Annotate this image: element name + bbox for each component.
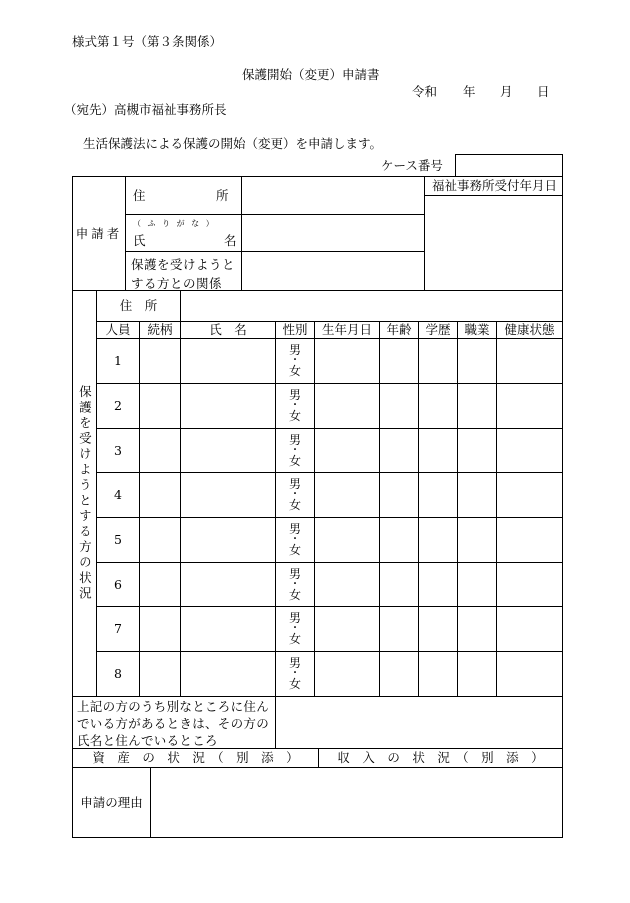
reason-label: 申請の理由 <box>80 794 143 810</box>
sex-separator: ・ <box>289 668 300 679</box>
case-number-field[interactable] <box>455 154 563 176</box>
reception-date-field[interactable] <box>425 196 562 290</box>
row-number: 6 <box>114 576 122 592</box>
income-label: 収 入 の 状 況 （ 別 添 ） <box>337 750 544 766</box>
page-title: 保護開始（変更）申請書 <box>242 67 380 82</box>
separate-residence-field[interactable] <box>276 697 562 748</box>
col-header-education: 学歴 <box>425 322 451 338</box>
case-number-label: ケース番号 <box>381 158 443 173</box>
sex-selector[interactable] <box>276 652 314 696</box>
sex-male[interactable]: 男 <box>288 477 301 492</box>
recipients-address-label: 住 所 <box>119 298 158 314</box>
addressee: （宛先）高槻市福祉事務所長 <box>64 102 227 117</box>
applicant-address-label-1: 住 <box>133 188 146 203</box>
col-header-sex: 性別 <box>282 322 308 338</box>
date-day-label: 日 <box>537 84 550 99</box>
sex-male[interactable]: 男 <box>288 343 301 358</box>
sex-selector[interactable] <box>276 607 314 651</box>
case-box-left <box>455 154 456 176</box>
sex-separator: ・ <box>289 578 300 590</box>
col-header-health: 健康状態 <box>504 322 555 338</box>
date-month-label: 月 <box>500 84 513 99</box>
sex-selector[interactable] <box>276 473 314 517</box>
sex-male[interactable]: 男 <box>288 566 301 581</box>
applicant-address-label-2: 所 <box>216 188 229 203</box>
row-number: 5 <box>114 532 122 548</box>
sex-female[interactable]: 女 <box>288 587 301 602</box>
sex-separator: ・ <box>289 534 300 545</box>
sex-female[interactable]: 女 <box>288 498 301 512</box>
recipients-address-field[interactable] <box>181 291 562 321</box>
row-number: 2 <box>114 398 122 414</box>
assets-label: 資 産 の 状 況 （ 別 添 ） <box>92 750 299 766</box>
recipients-section-label-cell <box>73 291 96 696</box>
applicant-name-label-1: 氏 <box>133 233 146 248</box>
col-header-birthdate: 生年月日 <box>321 322 372 338</box>
separate-residence-label: 上記の方のうち別なところに住んでいる方があるときは、その方の氏名と住んでいるところ <box>77 699 270 748</box>
sex-female[interactable]: 女 <box>288 453 301 468</box>
row-number: 1 <box>114 353 122 369</box>
date-era: 令和 <box>412 84 438 99</box>
applicant-section-label: 申請者 <box>75 225 123 241</box>
col-header-count: 人員 <box>105 322 131 338</box>
applicant-name-label-2: 名 <box>224 233 237 248</box>
sex-selector[interactable] <box>276 563 314 606</box>
col-header-relation: 続柄 <box>147 322 173 338</box>
col-header-age: 年齢 <box>386 322 412 338</box>
applicant-name-field[interactable] <box>242 215 424 251</box>
relation-field[interactable] <box>242 252 424 290</box>
sex-separator: ・ <box>289 489 300 500</box>
row-number: 4 <box>114 487 122 503</box>
table-border-right <box>562 154 563 838</box>
relation-label: 保護を受けようとする方との関係 <box>131 257 236 291</box>
sex-selector[interactable] <box>276 384 314 428</box>
col-header-name: 氏 名 <box>209 322 247 338</box>
sex-separator: ・ <box>289 623 300 634</box>
date-year-label: 年 <box>463 84 476 99</box>
sex-separator: ・ <box>289 444 300 456</box>
sex-selector[interactable] <box>276 339 314 383</box>
recipients-section-label: 保護を受けようとする方の状況 <box>77 385 93 602</box>
sex-male[interactable]: 男 <box>288 522 301 537</box>
sex-male[interactable]: 男 <box>288 656 301 671</box>
sex-separator: ・ <box>289 400 300 411</box>
row-number: 8 <box>114 666 122 682</box>
applicant-address-field[interactable] <box>242 177 424 214</box>
col-header-occupation: 職業 <box>464 322 490 338</box>
sex-male[interactable]: 男 <box>288 611 301 626</box>
sex-female[interactable]: 女 <box>288 543 301 557</box>
sex-female[interactable]: 女 <box>288 677 301 691</box>
sex-female[interactable]: 女 <box>288 364 301 378</box>
reception-date-label: 福祉事務所受付年月日 <box>432 178 558 193</box>
table-border-bottom <box>72 837 563 838</box>
statement: 生活保護法による保護の開始（変更）を申請します。 <box>83 136 383 151</box>
row-number: 3 <box>114 442 122 458</box>
form-id: 様式第１号（第３条関係） <box>72 34 223 49</box>
sex-selector[interactable] <box>276 429 314 472</box>
reason-field[interactable] <box>151 768 562 837</box>
sex-male[interactable]: 男 <box>288 432 301 447</box>
furigana-label: （ ふ り が な ） <box>133 219 216 228</box>
sex-selector[interactable] <box>276 518 314 562</box>
sex-male[interactable]: 男 <box>288 388 301 403</box>
sex-separator: ・ <box>289 355 300 366</box>
sex-female[interactable]: 女 <box>288 409 301 423</box>
case-box-top <box>455 154 563 155</box>
row-number: 7 <box>114 621 122 637</box>
sex-female[interactable]: 女 <box>288 632 301 646</box>
